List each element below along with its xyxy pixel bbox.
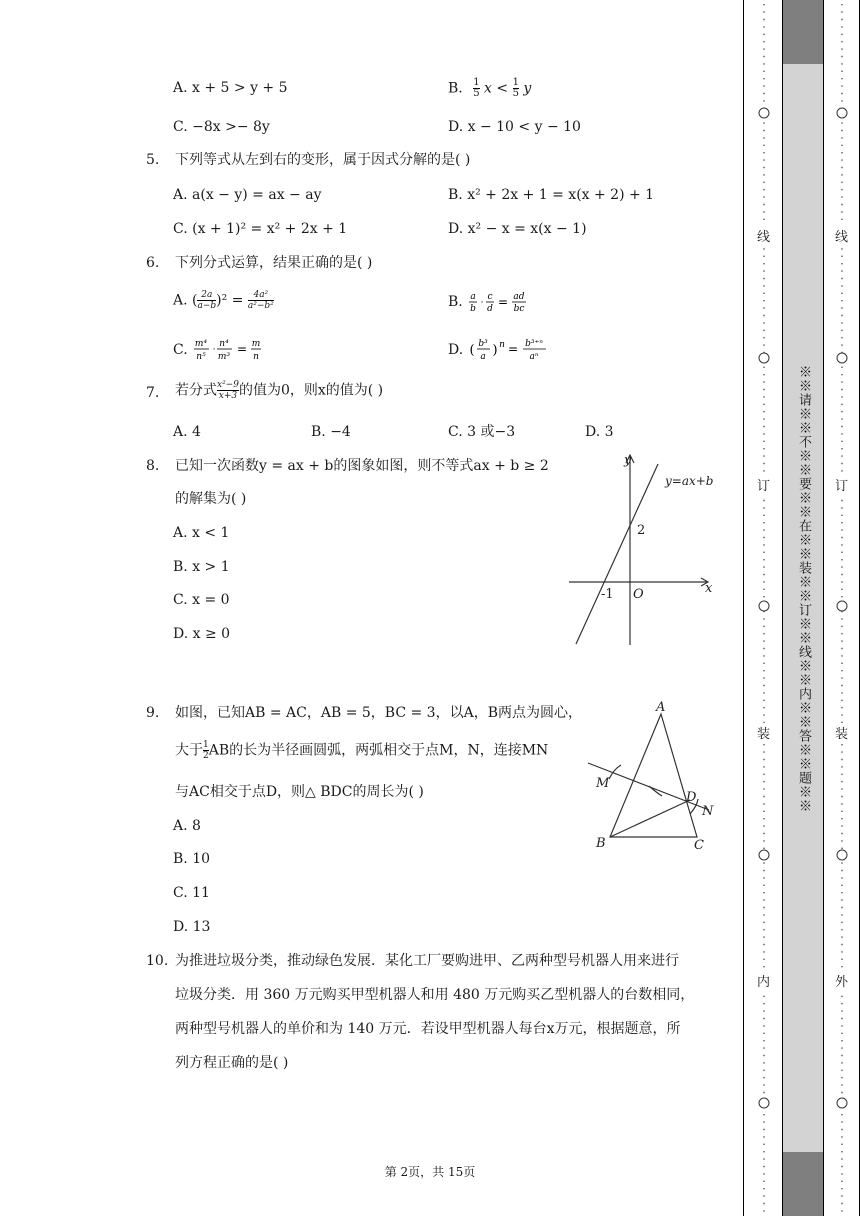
q4-option-b-suffix: y: [523, 80, 532, 97]
q9-stem2-post: AB的长为半径画圆弧，两弧相交于点M，N，连接MN: [208, 742, 549, 759]
q7-option-b: B. −4: [311, 424, 351, 440]
q9-stem-line3: 与AC相交于点D，则△ BDC的周长为( ): [175, 784, 424, 800]
q6-option-a-label: A.: [173, 292, 188, 309]
svg-text:=: =: [498, 295, 509, 309]
warning-strip-bottom-block: [783, 1152, 823, 1216]
svg-text:m⁴: m⁴: [195, 339, 208, 349]
q9-option-b: B. 10: [173, 851, 211, 867]
q4-option-b-fraction2: $\frac{1}{5}$: [512, 77, 519, 99]
svg-text:m: m: [251, 339, 261, 349]
svg-text:m³: m³: [218, 352, 231, 362]
inner-mark-4: 内: [757, 971, 770, 990]
q4-option-d: D. x − 10 < y − 10: [448, 119, 581, 135]
q6-option-a-rhs-fraction: $\frac{\text{4a²}}{\text{a²−b²}}$: [247, 290, 274, 311]
q5-option-c: C. (x + 1)² = x² + 2x + 1: [173, 221, 348, 237]
q8-number: 8.: [146, 458, 160, 474]
q7-fraction: $\frac{\text{x²−9}}{x+3}$: [217, 380, 239, 401]
q9-stem2-pre: 大于: [175, 742, 203, 759]
q8-stem-line2: 的解集为( ): [175, 491, 247, 507]
inner-binding-strip: [743, 0, 783, 1216]
q9-fraction: $\frac{1}{2}$: [203, 740, 209, 761]
q6-option-a-lhs-fraction: $\frac{2a}{a-b}$: [197, 290, 217, 311]
q6-option-b-label: B.: [448, 294, 463, 310]
q7-option-c: C. 3 或−3: [448, 424, 516, 440]
q9-triangle: [610, 714, 697, 837]
inner-mark-1: 线: [757, 226, 770, 245]
q4-option-b-label: B.: [448, 80, 463, 97]
q9-figure: [580, 695, 725, 860]
svg-text:c: c: [487, 292, 493, 302]
q8-option-a: A. x < 1: [173, 525, 230, 541]
q9-option-d: D. 13: [173, 919, 211, 935]
q4-option-c: C. −8x >− 8y: [173, 119, 270, 135]
q6-option-b: [448, 290, 531, 314]
q9-option-a: A. 8: [173, 818, 201, 834]
q9-option-c: C. 11: [173, 885, 210, 901]
inner-binding-dots: [744, 0, 782, 1216]
q8-graph-intercept-label: 2: [637, 523, 646, 538]
q7-number: 7.: [146, 385, 160, 401]
q8-stem-line1: 已知一次函数y = ax + b的图象如图，则不等式ax + b ≥ 2: [175, 458, 549, 474]
q9-stem-line1: 如图，已知AB = AC，AB = 5，BC = 3，以A，B两点为圆心，: [175, 705, 582, 721]
q5-option-a: A. a(x − y) = ax − ay: [173, 187, 322, 203]
q7-stem: [175, 380, 383, 401]
q8-option-c: C. x = 0: [173, 592, 230, 608]
inner-mark-2: 订: [757, 475, 770, 494]
q9-label-b: B: [596, 836, 606, 851]
svg-text:aⁿ: aⁿ: [529, 352, 539, 362]
q9-label-c: C: [694, 838, 704, 853]
warning-strip-top-block: [783, 0, 823, 64]
q6-number: 6.: [146, 255, 160, 271]
q6-stem: 下列分式运算，结果正确的是( ): [175, 255, 373, 271]
binding-warning-text: ※※请※※不※※要※※在※※装※※订※※线※※内※※答※※题※※: [796, 365, 811, 813]
svg-text:b³⁺ⁿ: b³⁺ⁿ: [524, 339, 543, 349]
q10-line1: 为推进垃圾分类，推动绿色发展．某化工厂要购进甲、乙两种型号机器人用来进行: [175, 953, 679, 969]
q8-graph-line: [576, 464, 658, 644]
svg-text:b: b: [470, 304, 477, 314]
q4-option-b-text: x <: [484, 80, 509, 97]
q5-number: 5.: [146, 152, 160, 168]
q4-option-b: [448, 78, 531, 99]
q7-option-d: D. 3: [585, 424, 614, 440]
q5-option-d: D. x² − x = x(x − 1): [448, 221, 587, 237]
outer-mark-4: 外: [835, 971, 848, 990]
q9-label-a: A: [656, 700, 666, 715]
q8-graph-neg-label: -1: [601, 587, 614, 602]
q6-option-d: [448, 337, 578, 363]
q9-stem-line2: [175, 740, 548, 761]
q6-option-d-label: D.: [448, 342, 464, 358]
q9-label-m: M: [596, 776, 610, 791]
svg-text:d: d: [487, 304, 494, 314]
q9-label-d: D: [686, 790, 697, 805]
svg-text:bc: bc: [513, 304, 525, 314]
outer-binding-strip: [823, 0, 860, 1216]
outer-mark-1: 线: [835, 226, 848, 245]
inner-mark-3: 装: [757, 723, 770, 742]
q8-graph: [565, 450, 720, 650]
q4-option-b-fraction: $\frac{1}{5}$: [473, 77, 480, 99]
q8-option-b: B. x > 1: [173, 559, 230, 575]
svg-text:n⁴: n⁴: [219, 339, 229, 349]
svg-text:=: =: [237, 342, 248, 356]
q10-line2: 垃圾分类．用 360 万元购买甲型机器人和用 480 万元购买乙型机器人的台数相同，: [175, 987, 695, 1003]
page-footer: 第 2页，共 15页: [384, 1165, 476, 1179]
q4-option-a: A. x + 5 > y + 5: [173, 80, 288, 96]
q9-segment-bd: [610, 800, 690, 837]
svg-text:a: a: [479, 352, 486, 362]
outer-mark-2: 订: [835, 475, 848, 494]
outer-mark-3: 装: [835, 723, 848, 742]
q6-option-c-formula: [192, 337, 288, 363]
q10-line3: 两种型号机器人的单价和为 140 万元．若设甲型机器人每台x万元，根据题意，所: [175, 1021, 681, 1037]
q7-option-a: A. 4: [173, 424, 201, 440]
svg-text:n: n: [253, 352, 260, 362]
svg-text:ad: ad: [513, 292, 525, 302]
svg-text:a: a: [470, 292, 476, 302]
q6-option-b-formula: [467, 290, 531, 314]
q7-stem-pre: 若分式: [175, 382, 217, 399]
svg-text:(: (: [469, 343, 475, 358]
outer-binding-dots: [824, 0, 859, 1216]
q9-label-n: N: [702, 804, 714, 819]
q9-number: 9.: [146, 705, 160, 721]
q8-graph-x-label: x: [705, 581, 713, 596]
svg-text:n⁵: n⁵: [196, 352, 206, 362]
q5-stem: 下列等式从左到右的变形，属于因式分解的是( ): [175, 152, 471, 168]
q6-option-c-label: C.: [173, 342, 188, 358]
q6-option-d-formula: [468, 337, 578, 363]
q8-graph-origin-label: O: [633, 587, 644, 602]
q6-option-c: [173, 337, 288, 363]
q7-stem-post: 的值为0，则x的值为( ): [238, 382, 384, 399]
svg-text:): ): [492, 343, 498, 358]
q10-line4: 列方程正确的是( ): [175, 1055, 289, 1071]
svg-text:n: n: [498, 340, 505, 350]
svg-text:b³: b³: [477, 339, 488, 349]
svg-text:·: ·: [212, 345, 216, 355]
q8-graph-line-label: y=ax+b: [665, 474, 714, 488]
svg-text:·: ·: [480, 298, 484, 308]
q8-option-d: D. x ≥ 0: [173, 626, 231, 642]
q10-number: 10.: [146, 953, 169, 969]
q5-option-b: B. x² + 2x + 1 = x(x + 2) + 1: [448, 187, 655, 203]
q6-option-a: A. ( $\frac{2a}{a-b}$ )² = $\frac{\text{4a²}}{\text{a²−b²}}$: [173, 290, 274, 311]
svg-text:=: =: [507, 342, 518, 356]
q8-graph-y-label: y: [624, 453, 632, 468]
